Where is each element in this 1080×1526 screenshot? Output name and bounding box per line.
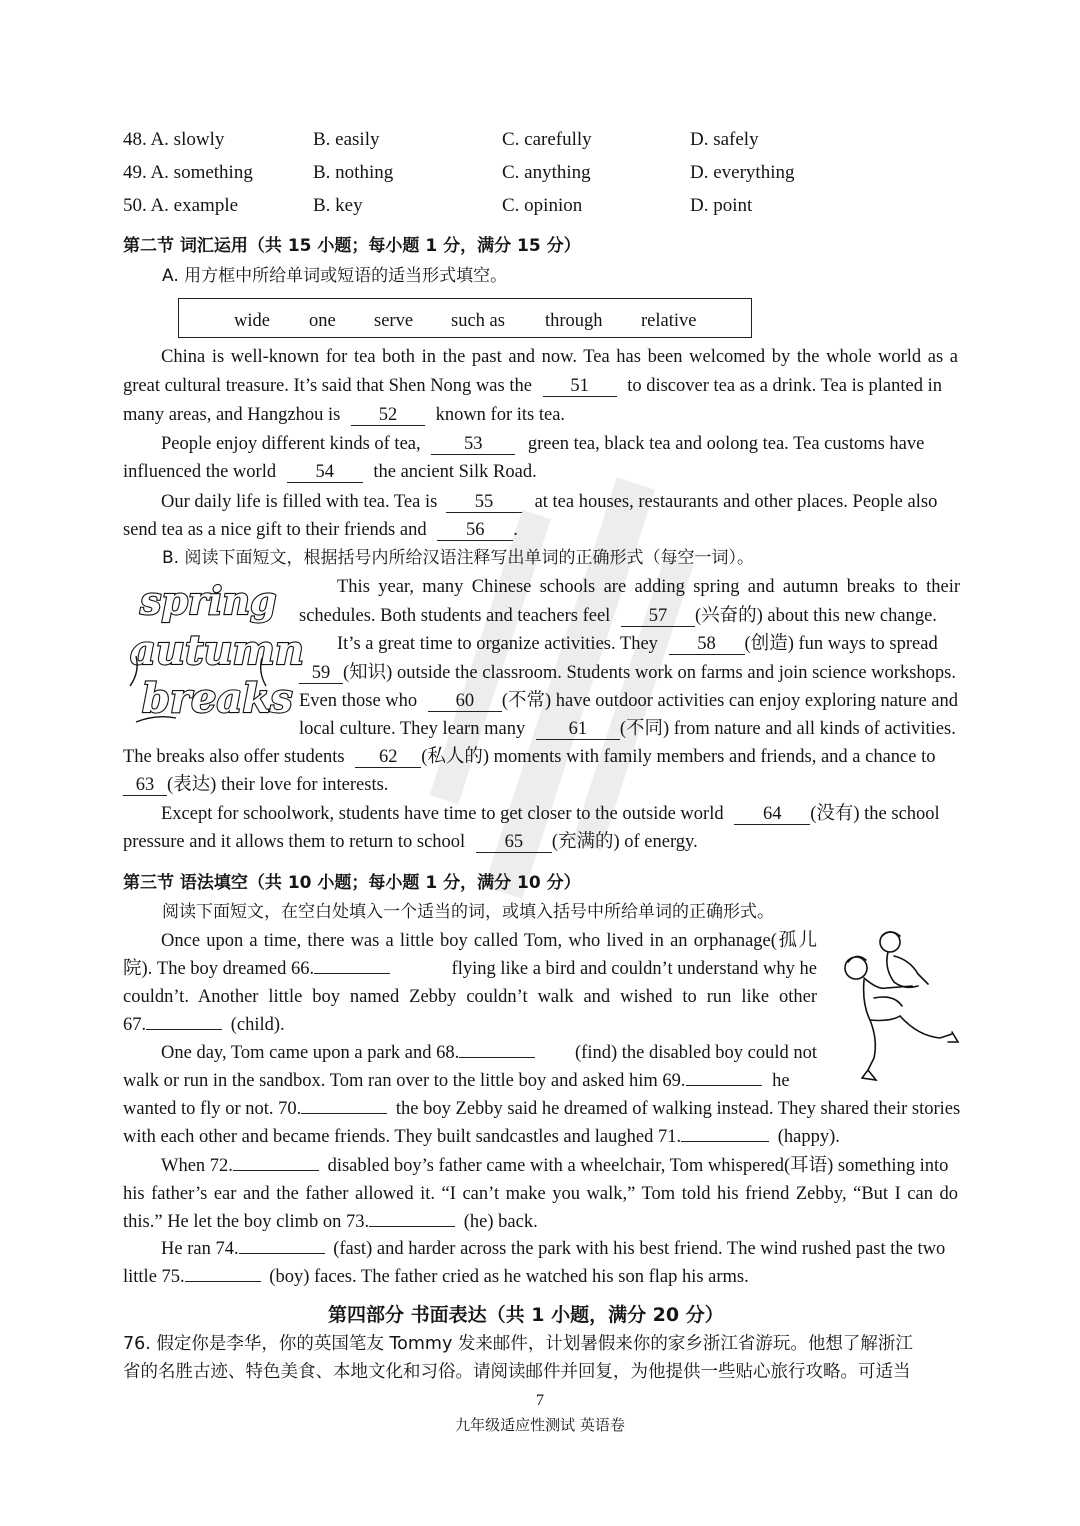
option-49-c: C. anything	[502, 162, 591, 183]
option-50-c: C. opinion	[502, 195, 583, 216]
question-76-line: 76. 假定你是李华，你的英国笔友 Tommy 发来邮件，计划暑假来你的家乡浙江省游玩。他想了解浙江	[123, 1334, 913, 1354]
option-49-d: D. everything	[690, 162, 795, 183]
option-50-a: 50. A. example	[123, 195, 239, 216]
blank-74[interactable]	[239, 1253, 325, 1254]
option-48-c: C. carefully	[502, 129, 592, 150]
word-box-item: such as	[451, 311, 505, 331]
blank-60[interactable]: 60	[428, 691, 502, 712]
exam-title: 九年级适应性测试 英语卷	[455, 1416, 625, 1434]
passage-line: walk or run in the sandbox. Tom ran over to the little boy and asked him 69. he	[123, 1071, 790, 1091]
passage-line: local culture. They learn many 61 (不同) from nature and all kinds of activities.	[299, 719, 956, 739]
passage-line: Our daily life is filled with tea. Tea is 55 at tea houses, restaurants and other places. People also	[161, 492, 938, 512]
passage-line: China is well-known for tea both in the past and now. Tea has been welcomed by the whole world as a	[161, 347, 958, 367]
passage-line: couldn’t. Another little boy named Zebby couldn’t walk and wished to run like other	[123, 987, 817, 1007]
blank-63[interactable]: 63	[123, 775, 167, 796]
logo-word-breaks: breaks	[142, 675, 293, 722]
passage-line: 59 (知识) outside the classroom. Students work on farms and join science workshops.	[299, 661, 956, 685]
passage-line: with each other and became friends. They built sandcastles and laughed 71. (happy).	[123, 1127, 840, 1147]
passage-line: 63 (表达) their love for interests.	[123, 773, 388, 797]
blank-62[interactable]: 62	[355, 747, 421, 768]
passage-line: many areas, and Hangzhou is 52 known for its tea.	[123, 405, 566, 425]
passage-line: The breaks also offer students 62 (私人的) moments with family members and friends, and a chance to	[123, 747, 936, 767]
blank-53[interactable]: 53	[431, 434, 515, 455]
blank-67[interactable]	[146, 1029, 222, 1030]
logo-word-autumn: autumn	[130, 627, 304, 674]
passage-line: One day, Tom came upon a park and 68. (find) the disabled boy could not	[161, 1043, 817, 1063]
word-box-item: serve	[374, 311, 414, 331]
word-box-item: through	[545, 311, 603, 331]
passage-line: wanted to fly or not. 70. the boy Zebby said he dreamed of walking instead. They shared their stories	[123, 1099, 961, 1119]
passage-line: Once upon a time, there was a little boy called Tom, who lived in an orphanage(孤儿	[161, 931, 817, 951]
word-box-item: relative	[641, 311, 697, 331]
blank-56[interactable]: 56	[437, 520, 513, 541]
passage-line: 67. (child).	[123, 1015, 285, 1035]
passage-line: his father’s ear and the father allowed it. “I can’t make you walk,” Tom told his friend Zebby, “But I can do	[123, 1184, 958, 1204]
section2-heading: 第二节 词汇运用（共 15 小题；每小题 1 分，满分 15 分）	[123, 236, 581, 256]
logo-word-spring: spring	[140, 578, 277, 623]
section3-instruction: 阅读下面短文，在空白处填入一个适当的词，或填入括号中所给单词的正确形式。	[162, 902, 774, 922]
page-number: 7	[536, 1392, 544, 1409]
blank-51[interactable]: 51	[543, 376, 617, 397]
blank-64[interactable]: 64	[734, 804, 810, 825]
word-box-item: wide	[234, 311, 270, 331]
spring-autumn-breaks-logo	[126, 574, 304, 724]
blank-61[interactable]: 61	[536, 719, 620, 740]
option-49-b: B. nothing	[313, 162, 394, 183]
passage-line: It’s a great time to organize activities. They 58 (创造) fun ways to spread	[337, 634, 938, 654]
blank-58[interactable]: 58	[669, 634, 745, 655]
question-76-line: 省的名胜古迹、特色美食、本地文化和习俗。请阅读邮件并回复，为他提供一些贴心旅行攻略。可适当	[123, 1362, 911, 1382]
passage-line: People enjoy different kinds of tea, 53 green tea, black tea and oolong tea. Tea customs have	[161, 434, 925, 454]
blank-71[interactable]	[681, 1141, 769, 1142]
option-50-d: D. point	[690, 195, 753, 216]
passage-line: This year, many Chinese schools are adding spring and autumn breaks to their	[337, 577, 960, 597]
passage-line: schedules. Both students and teachers feel 57 (兴奋的) about this new change.	[299, 606, 937, 626]
passage-line: influenced the world 54 the ancient Silk Road.	[123, 462, 537, 482]
option-49-a: 49. A. something	[123, 162, 253, 183]
section2-part-b-instruction: B. 阅读下面短文，根据括号内所给汉语注释写出单词的正确形式（每空一词）。	[162, 548, 754, 568]
blank-54[interactable]: 54	[287, 462, 363, 483]
blank-69[interactable]	[686, 1085, 762, 1086]
passage-line: Even those who 60 (不常) have outdoor activities can enjoy exploring nature and	[299, 691, 958, 711]
blank-70[interactable]	[301, 1113, 387, 1114]
option-48-a: 48. A. slowly	[123, 129, 225, 150]
blank-57[interactable]: 57	[621, 606, 695, 627]
section2-part-a-instruction: A. 用方框中所给单词或短语的适当形式填空。	[162, 266, 508, 286]
blank-52[interactable]: 52	[351, 405, 425, 426]
part4-heading: 第四部分 书面表达（共 1 小题，满分 20 分）	[328, 1304, 724, 1326]
blank-65[interactable]: 65	[476, 832, 552, 853]
passage-line: send tea as a nice gift to their friends and 56 .	[123, 520, 518, 540]
blank-59[interactable]: 59	[299, 663, 343, 684]
passage-line: little 75. (boy) faces. The father cried as he watched his son flap his arms.	[123, 1267, 749, 1287]
passage-line: pressure and it allows them to return to school 65 (充满的) of energy.	[123, 832, 698, 852]
passage-line: Except for schoolwork, students have time to get closer to the outside world 64 (没有) the school	[161, 804, 940, 824]
option-48-b: B. easily	[313, 129, 380, 150]
blank-73[interactable]	[369, 1226, 455, 1227]
word-box	[178, 298, 752, 338]
passage-line: 院). The boy dreamed 66. flying like a bird and couldn’t understand why he	[123, 959, 817, 979]
blank-72[interactable]	[233, 1170, 319, 1171]
blank-55[interactable]: 55	[446, 492, 522, 513]
passage-line: this.” He let the boy climb on 73. (he) back.	[123, 1212, 538, 1232]
passage-line: great cultural treasure. It’s said that Shen Nong was the 51 to discover tea as a drink. Tea is planted in	[123, 376, 943, 396]
passage-line: He ran 74. (fast) and harder across the park with his best friend. The wind rushed past the two	[161, 1239, 946, 1259]
passage-line: When 72. disabled boy’s father came with a wheelchair, Tom whispered(耳语) something into	[161, 1156, 949, 1176]
blank-75[interactable]	[185, 1281, 261, 1282]
option-50-b: B. key	[313, 195, 363, 216]
section3-heading: 第三节 语法填空（共 10 小题；每小题 1 分，满分 10 分）	[123, 873, 581, 893]
boys-running-illustration	[834, 928, 962, 1086]
word-box-item: one	[309, 311, 336, 331]
option-48-d: D. safely	[690, 129, 759, 150]
blank-68[interactable]	[459, 1057, 535, 1058]
blank-66[interactable]	[314, 973, 390, 974]
